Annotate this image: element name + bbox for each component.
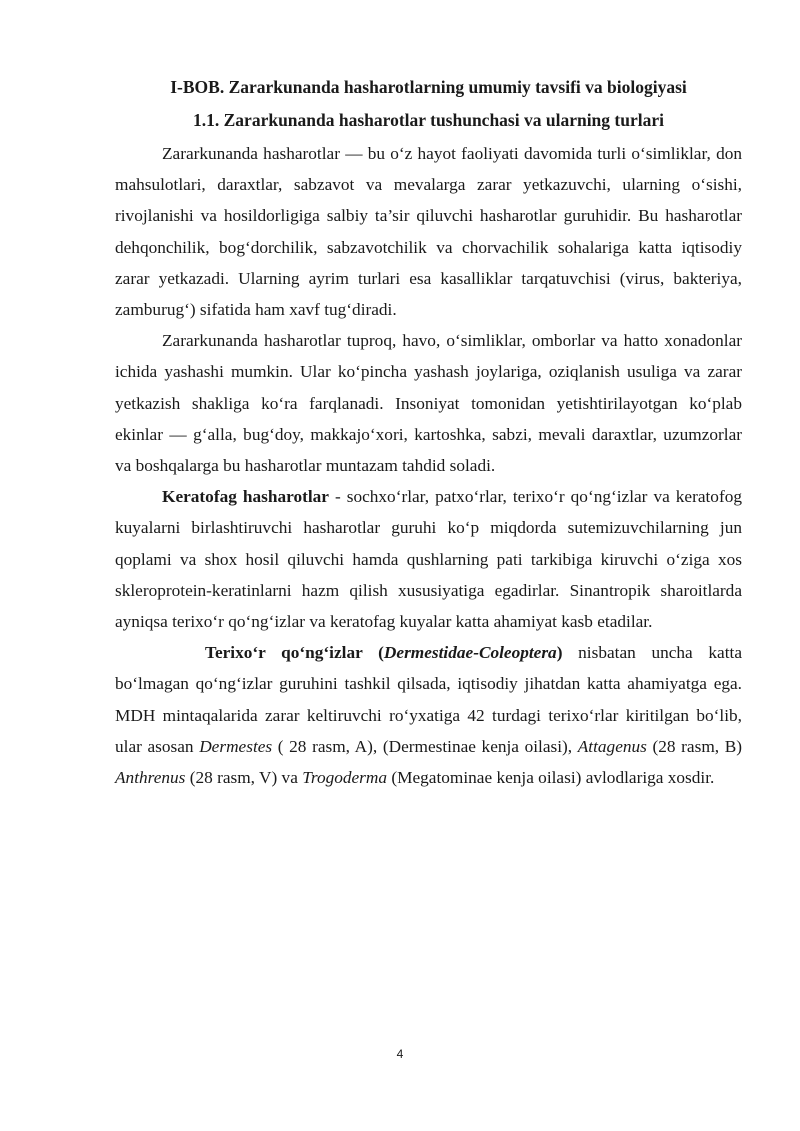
keratofag-text: - sochxo‘rlar, patxo‘rlar, terixo‘r qo‘ng‘izlar va keratofog kuyalarni birlashtiruvchi hasharotlar guruhi ko‘p miqdorda sutemizuvchilarning jun qoplami va shox hosil qiluvchi hamda qushlarning pati tarkibiga kiruvchi o‘ziga xos skleroprotein-keratinlarni hazm qilish xususiyatiga egadirlar. Sinantropik sharoitlarda ayniqsa terixo‘r qo‘ng‘izlar va keratofag kuyalar katta ahamiyat kasb etadilar. <box>115 487 742 632</box>
genus-anthrenus: Anthrenus <box>115 768 186 788</box>
paren-close: ) <box>556 643 563 663</box>
paragraph-terixor <box>115 637 742 793</box>
genus-attagenus: Attagenus <box>577 736 647 756</box>
terixor-text-2: (Megatominae kenja oilasi) avlodlariga xosdir. <box>387 768 715 788</box>
chapter-title: I-BOB. Zararkunanda hasharotlarning umumiy tavsifi va biologiyasi <box>170 77 687 97</box>
term-keratofag: Keratofag hasharotlar <box>162 487 329 507</box>
paragraph-habitat: Zararkunanda hasharotlar tuproq, havo, o‘simliklar, omborlar va hatto xonadonlar ichida yashashi mumkin. Ular ko‘pincha yashash joylariga, oziqlanish usuliga va zarar yetkazish shakliga ko‘ra farqlanadi. Insoniyat tomonidan yetishtirilayotgan ko‘plab ekinlar — g‘alla, bug‘doy, makkajo‘xori, kartoshka, sabzi, mevali daraxtlar, uzumzorlar va boshqalarga bu hasharotlar muntazam tahdid soladi. <box>115 331 742 476</box>
latin-family-name: Dermestidae-Coleoptera <box>383 643 557 663</box>
terixor-text-1: nisbatan uncha katta bo‘lmagan qo‘ng‘izlar guruhini tashkil qilsada, iqtisodiy jihatdan katta ahamiyatga ega. MDH mintaqalarida zarar keltiruvchi ro‘yxatiga 42 turdagi terixo‘rlar kiritilgan bo‘lib, ular asosan <box>115 643 742 756</box>
genus-trogoderma: Trogoderma <box>302 768 388 788</box>
page-number: 4 <box>396 1047 404 1061</box>
genus-dermestes: Dermestes <box>199 736 273 756</box>
figure-ref-b: (28 rasm, B) <box>646 736 742 756</box>
figure-ref-a: ( 28 rasm, A), (Dermestinae kenja oilasi), <box>272 736 578 756</box>
paragraph-keratofag <box>115 481 742 637</box>
paren-open: ( <box>362 643 384 663</box>
paragraph-definition: Zararkunanda hasharotlar — bu o‘z hayot faoliyati davomida turli o‘simliklar, don mahsulotlari, daraxtlar, sabzavot va mevalarga zarar yetkazuvchi, ularning o‘sishi, rivojlanishi va hosildorligiga salbiy ta’sir qiluvchi hasharotlar guruhidir. Bu hasharotlar dehqonchilik, bog‘dorchilik, sabzavotchilik va chorvachilik sohalariga katta iqtisodiy zarar yetkazadi. Ularning ayrim turlari esa kasalliklar tarqatuvchisi (virus, bakteriya, zamburug‘) sifatida ham xavf tug‘diradi. <box>115 144 742 320</box>
section-title: 1.1. Zararkunanda hasharotlar tushunchasi va ularning turlari <box>193 110 664 130</box>
term-terixor: Terixo‘r qo‘ng‘izlar <box>205 643 363 663</box>
figure-ref-v: (28 rasm, V) va <box>185 768 303 788</box>
document-page <box>115 72 742 793</box>
